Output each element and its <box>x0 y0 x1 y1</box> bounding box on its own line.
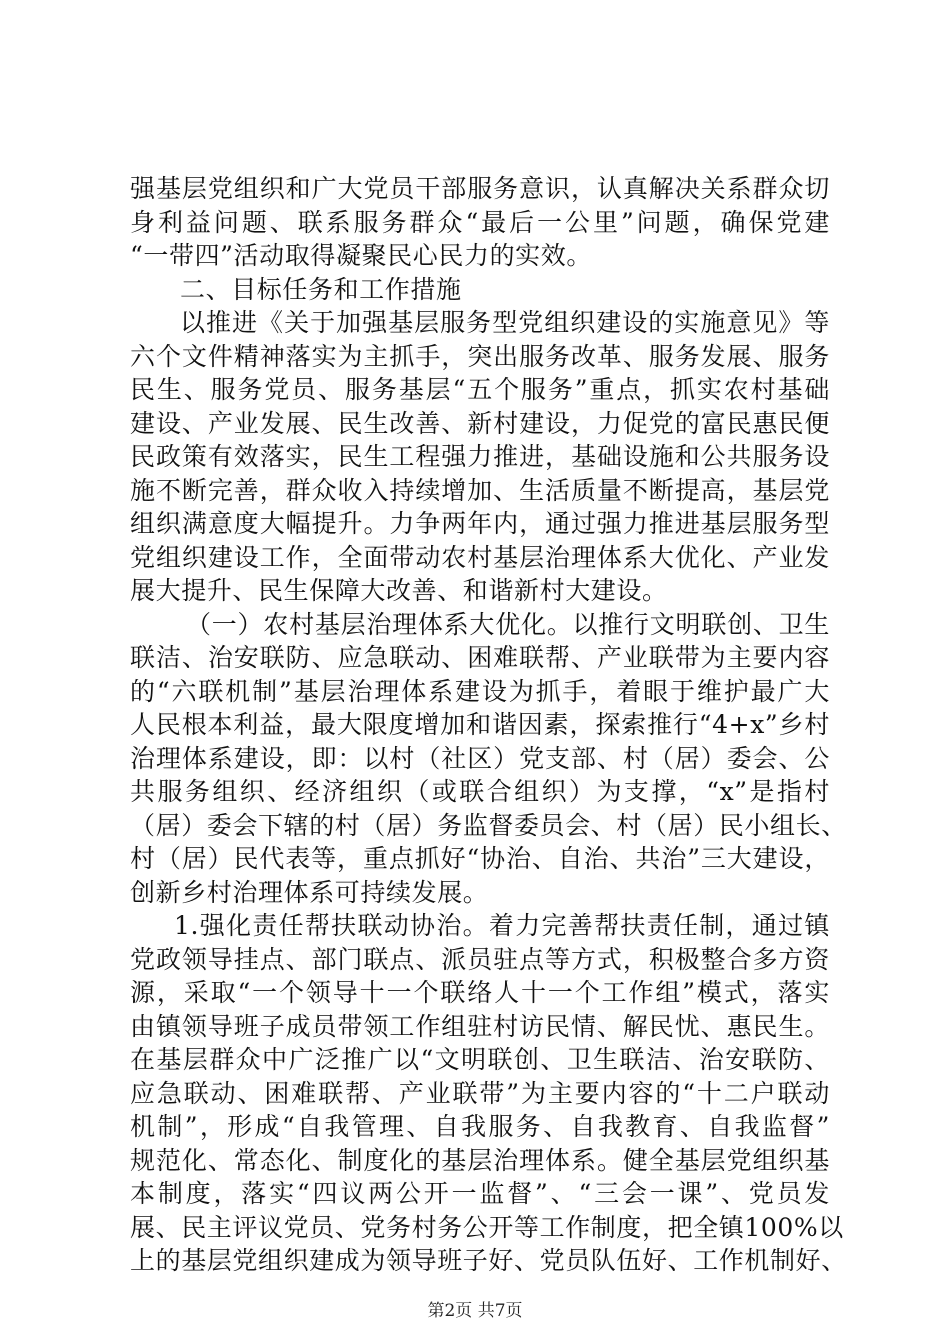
text-line: 机制”，形成“自我管理、自我服务、自我教育、自我监督” <box>130 1112 830 1141</box>
text-line: 六个文件精神落实为主抓手，突出服务改革、服务发展、服务 <box>130 341 830 371</box>
text-line: 联洁、治安联防、应急联动、困难联帮、产业联带为主要内容 <box>130 643 830 672</box>
text-line: 治理体系建设，即：以村（社区）党支部、村（居）委会、公 <box>130 743 830 773</box>
text-line: 民政策有效落实，民生工程强力推进，基础设施和公共服务设 <box>130 442 830 471</box>
text-line: 源，采取“一个领导十一个联络人十一个工作组”模式，落实 <box>130 978 830 1007</box>
section-heading: 二、目标任务和工作措施 <box>180 274 462 304</box>
text-line: 民生、服务党员、服务基层“五个服务”重点，抓实农村基础 <box>130 375 830 404</box>
numbered-item-heading: 1.强化责任帮扶联动协治。着力完善帮扶责任制，通过镇 <box>174 911 830 940</box>
text-line: 展大提升、民生保障大改善、和谐新村大建设。 <box>130 576 668 605</box>
text-line: 身利益问题、联系服务群众“最后一公里”问题，确保党建 <box>130 207 830 237</box>
text-line: 施不断完善，群众收入持续增加、生活质量不断提高，基层党 <box>130 475 830 505</box>
text-line: 创新乡村治理体系可持续发展。 <box>130 877 489 907</box>
text-line: 由镇领导班子成员带领工作组驻村访民情、解民忧、惠民生。 <box>130 1011 830 1041</box>
text-line: 强基层党组织和广大党员干部服务意识，认真解决关系群众切 <box>130 174 830 203</box>
text-line: 组织满意度大幅提升。力争两年内，通过强力推进基层服务型 <box>130 509 830 538</box>
text-line: 本制度，落实“四议两公开一监督”、“三会一课”、党员发 <box>130 1179 830 1208</box>
text-line: “一带四”活动取得凝聚民心民力的实效。 <box>130 241 592 270</box>
text-line: 在基层群众中广泛推广以“文明联创、卫生联洁、治安联防、 <box>130 1045 830 1074</box>
document-body <box>130 172 847 1278</box>
text-line: 共服务组织、经济组织（或联合组织）为支撑，“x”是指村 <box>130 777 830 806</box>
text-line: 上的基层党组织建成为领导班子好、党员队伍好、工作机制好、 <box>130 1246 847 1275</box>
page-number-footer: 第2页 共7页 <box>427 1301 523 1321</box>
text-line: 规范化、常态化、制度化的基层治理体系。健全基层党组织基 <box>130 1145 830 1175</box>
text-line: 党政领导挂点、部门联点、派员驻点等方式，积极整合多方资 <box>130 944 830 974</box>
text-line: 党组织建设工作，全面带动农村基层治理体系大优化、产业发 <box>130 542 830 572</box>
text-line: 建设、产业发展、民生改善、新村建设，力促党的富民惠民便 <box>130 408 830 438</box>
text-line: 人民根本利益，最大限度增加和谐因素，探索推行“4+x”乡村 <box>130 710 830 739</box>
text-line: 应急联动、困难联帮、产业联带”为主要内容的“十二户联动 <box>130 1078 830 1108</box>
subsection-heading: （一）农村基层治理体系大优化。以推行文明联创、卫生 <box>186 609 830 639</box>
text-line: 以推进《关于加强基层服务型党组织建设的实施意见》等 <box>180 308 830 337</box>
text-line: （居）委会下辖的村（居）务监督委员会、村（居）民小组长、 <box>130 810 847 840</box>
text-line: 村（居）民代表等，重点抓好“协治、自治、共治”三大建设， <box>130 844 830 873</box>
text-line: 展、民主评议党员、党务村务公开等工作制度，把全镇100%以 <box>130 1212 844 1242</box>
text-line: 的“六联机制”基层治理体系建设为抓手，着眼于维护最广大 <box>130 676 830 706</box>
